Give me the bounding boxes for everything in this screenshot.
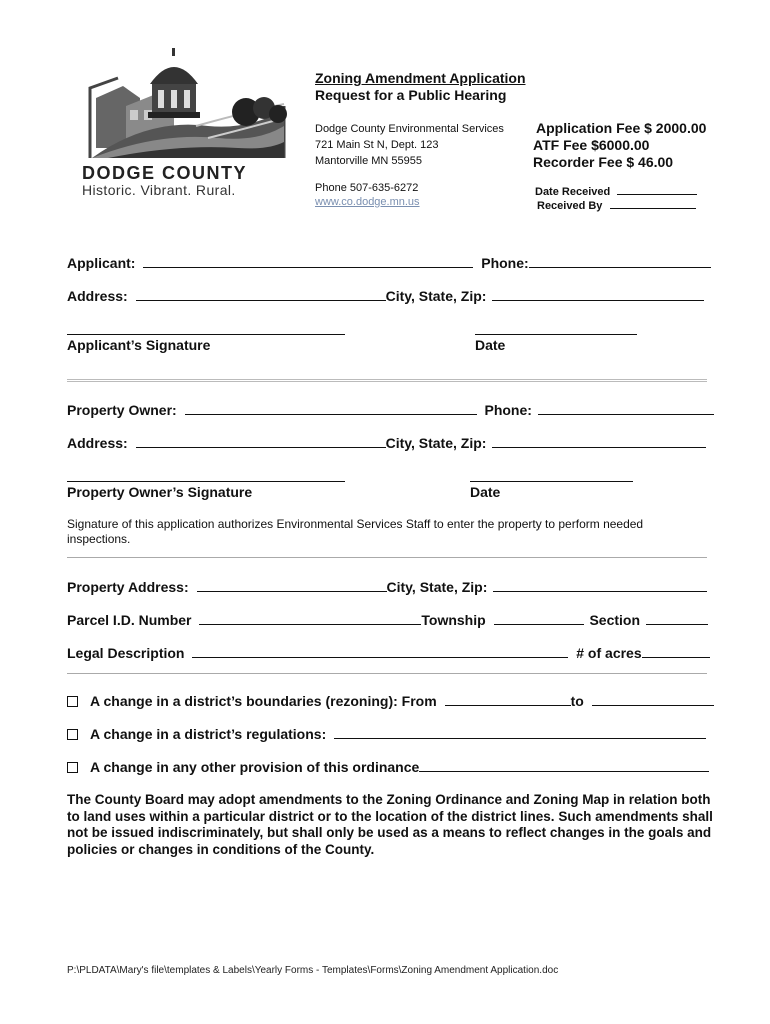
- owner-address-label: Address:: [67, 435, 128, 451]
- applicant-date-line[interactable]: [475, 320, 637, 335]
- owner-address-row: [67, 435, 706, 451]
- owner-phone-field[interactable]: [538, 402, 714, 415]
- rezoning-label: A change in a district’s boundaries (rezoning): From: [90, 693, 437, 709]
- applicant-phone-field[interactable]: [529, 255, 711, 268]
- owner-name-field[interactable]: [185, 402, 477, 415]
- website-link[interactable]: www.co.dodge.mn.us: [315, 196, 420, 208]
- section-divider: [67, 673, 707, 674]
- owner-date-line[interactable]: [470, 467, 633, 482]
- property-city-field[interactable]: [493, 579, 707, 592]
- received-by-row: [537, 196, 696, 212]
- property-city-label: City, State, Zip:: [386, 579, 488, 595]
- applicant-phone-label: Phone:: [481, 255, 529, 271]
- applicant-city-label: City, State, Zip:: [385, 288, 487, 304]
- property-address-row: [67, 579, 707, 595]
- applicant-address-row: [67, 288, 704, 304]
- county-logo: [78, 48, 296, 198]
- section-divider: [67, 379, 707, 382]
- regulations-field[interactable]: [334, 726, 706, 739]
- authorization-note: Signature of this application authorizes Environmental Services Staff to enter the property to perform needed inspections.: [67, 517, 644, 546]
- owner-phone-label: Phone:: [484, 402, 532, 418]
- section-field[interactable]: [646, 612, 708, 625]
- acres-label: # of acres: [576, 645, 642, 661]
- regulations-checkbox[interactable]: [67, 729, 78, 740]
- township-label: Township: [421, 612, 486, 628]
- rezoning-from-field[interactable]: [445, 693, 571, 706]
- legal-row: [67, 645, 710, 661]
- logo-county-name: DODGE COUNTY: [82, 163, 248, 183]
- owner-label: Property Owner:: [67, 402, 177, 418]
- org-address-1: 721 Main St N, Dept. 123: [315, 139, 439, 151]
- org-phone: Phone 507-635-6272: [315, 182, 419, 194]
- rezoning-checkbox[interactable]: [67, 696, 78, 707]
- date-received-field[interactable]: [617, 182, 697, 195]
- applicant-name-field[interactable]: [143, 255, 473, 268]
- applicant-address-label: Address:: [67, 288, 128, 304]
- owner-row: [67, 402, 714, 418]
- applicant-row: [67, 255, 711, 271]
- recorder-fee: Recorder Fee $ 46.00: [533, 154, 674, 170]
- option-regulations: [67, 726, 706, 742]
- courthouse-landscape-icon: [78, 48, 296, 166]
- property-address-field[interactable]: [197, 579, 387, 592]
- other-field[interactable]: [419, 759, 709, 772]
- option-rezoning: [67, 693, 714, 709]
- applicant-address-field[interactable]: [136, 288, 386, 301]
- received-by-label: Received By: [537, 200, 603, 212]
- file-path-footer: P:\PLDATA\Mary's file\templates & Labels\Yearly Forms - Templates\Forms\Zoning Amendment Application.doc: [67, 965, 559, 976]
- parcel-field[interactable]: [199, 612, 421, 625]
- owner-date-label: Date: [470, 484, 501, 500]
- form-subtitle: Request for a Public Hearing: [315, 87, 507, 103]
- applicant-label: Applicant:: [67, 255, 136, 271]
- option-other: [67, 759, 709, 775]
- parcel-row: [67, 612, 708, 628]
- applicant-date-label: Date: [475, 337, 506, 353]
- legal-label: Legal Description: [67, 645, 185, 661]
- org-address-2: Mantorville MN 55955: [315, 155, 422, 167]
- applicant-signature-label: Applicant’s Signature: [67, 337, 211, 353]
- rezoning-to-label: to: [570, 693, 584, 709]
- other-label: A change in any other provision of this ordinance: [90, 759, 420, 775]
- atf-fee: ATF Fee $6000.00: [533, 137, 650, 153]
- owner-address-field[interactable]: [136, 435, 386, 448]
- rezoning-to-field[interactable]: [592, 693, 714, 706]
- applicant-signature-line[interactable]: [67, 320, 345, 335]
- regulations-label: A change in a district’s regulations:: [90, 726, 327, 742]
- owner-city-field[interactable]: [492, 435, 706, 448]
- board-statement: The County Board may adopt amendments to the Zoning Ordinance and Zoning Map in relation both to land uses within a particular district or to the location of the district lines. Such amendments shall not be issued indiscriminately, but shall only be used as a means to reflect changes in the goals and policies or changes in conditions of the County.: [67, 792, 713, 857]
- parcel-label: Parcel I.D. Number: [67, 612, 192, 628]
- township-field[interactable]: [494, 612, 584, 625]
- other-checkbox[interactable]: [67, 762, 78, 773]
- received-by-field[interactable]: [610, 196, 696, 209]
- owner-signature-line[interactable]: [67, 467, 345, 482]
- property-address-label: Property Address:: [67, 579, 189, 595]
- applicant-city-field[interactable]: [492, 288, 704, 301]
- form-title: Zoning Amendment Application: [315, 70, 526, 86]
- owner-signature-label: Property Owner’s Signature: [67, 484, 253, 500]
- logo-tagline: Historic. Vibrant. Rural.: [82, 182, 236, 198]
- section-label: Section: [589, 612, 641, 628]
- owner-city-label: City, State, Zip:: [385, 435, 487, 451]
- date-received-label: Date Received: [535, 186, 611, 198]
- legal-field[interactable]: [192, 645, 568, 658]
- application-fee: Application Fee $ 2000.00: [536, 120, 707, 136]
- org-name: Dodge County Environmental Services: [315, 123, 504, 135]
- section-divider: [67, 557, 707, 558]
- acres-field[interactable]: [642, 645, 710, 658]
